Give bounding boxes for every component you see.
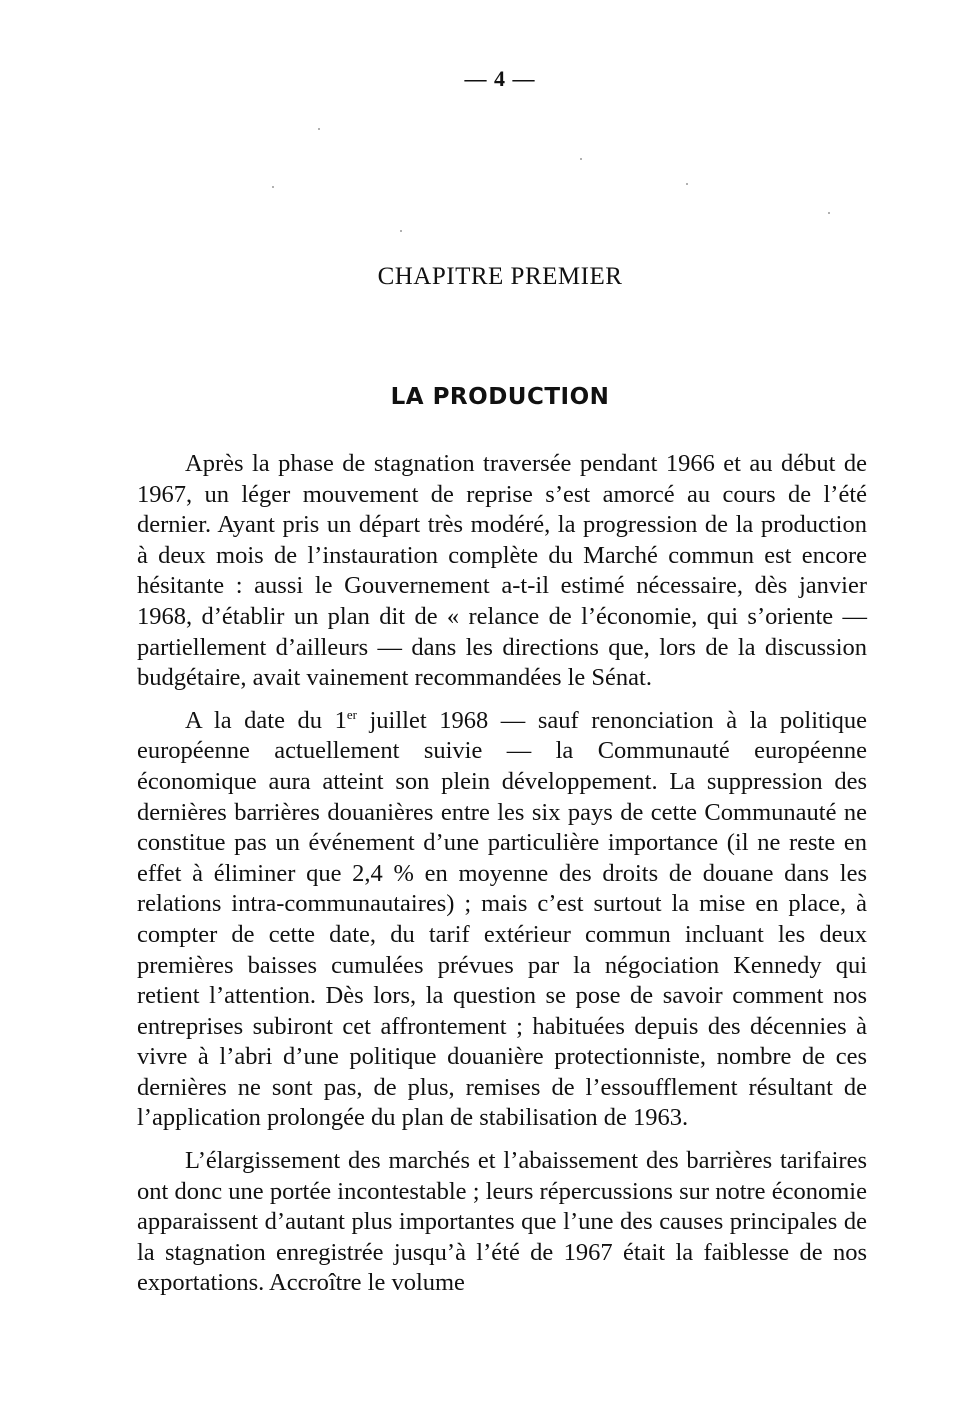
page-number: — 4 — (464, 66, 536, 91)
paragraph-2-start: A la date du 1 (185, 706, 347, 734)
scan-speck (272, 186, 274, 188)
scan-speck (580, 158, 582, 160)
paragraph-3: L’élargissement des marchés et l’abaissement des barrières tarifaires ont donc une portée incontestable ; leurs répercussions sur notre économie apparaissent d’autant plus importantes que l’une des causes principales de la stagnation enregistrée jusqu’à l’été de 1967 était la faiblesse de nos exportations. Accroître le volume (137, 1147, 867, 1297)
scan-speck (686, 183, 688, 185)
chapter-heading: CHAPITRE PREMIER (377, 263, 623, 290)
ordinal-superscript: er (346, 706, 357, 722)
paragraph-2-rest: juillet 1968 — sauf renonciation à la politique européenne actuellement suivie — la Communauté européenne économique aura atteint son plein développement. La suppression des dernières barrières douanières entre les six pays de cette Communauté ne constitue pas un événement d’une particulière importance (il ne reste en effet à éliminer que 2,4 % en moyenne des droits de douane dans les relations intra-communautaires) ; mais c’est surtout la mise en place, à compter de cette date, du tarif extérieur commun incluant les deux premières baisses cumulées prévues par la négociation Kennedy qui retient l’attention. Dès lors, la question se pose de savoir comment nos entreprises subiront cet affrontement ; habituées depuis des décennies à vivre à l’abri d’une politique douanière protectionniste, nombre de ces dernières ne sont pas, de plus, remises de l’essoufflement résultant de l’application prolongée du plan de stabilisation de 1963. (137, 706, 868, 1132)
paragraph-2 (137, 706, 867, 1134)
paragraph-1: Après la phase de stagnation traversée pendant 1966 et au début de 1967, un léger mouvement de reprise s’est amorcé au cours de l’été dernier. Ayant pris un départ très modéré, la progression de la production à deux mois de l’instauration complète du Marché commun est encore hésitante : aussi le Gouvernement a-t-il estimé nécessaire, dès janvier 1968, d’établir un plan dit de « relance de l’économie, qui s’oriente — partiellement d’ailleurs — dans les directions que, lors de la discussion budgétaire, avait vainement recommandées le Sénat. (137, 450, 867, 692)
scan-speck (318, 128, 320, 130)
body-text (137, 449, 867, 1311)
scan-speck (400, 230, 402, 232)
scan-speck (828, 212, 830, 214)
section-title: LA PRODUCTION (390, 384, 610, 410)
